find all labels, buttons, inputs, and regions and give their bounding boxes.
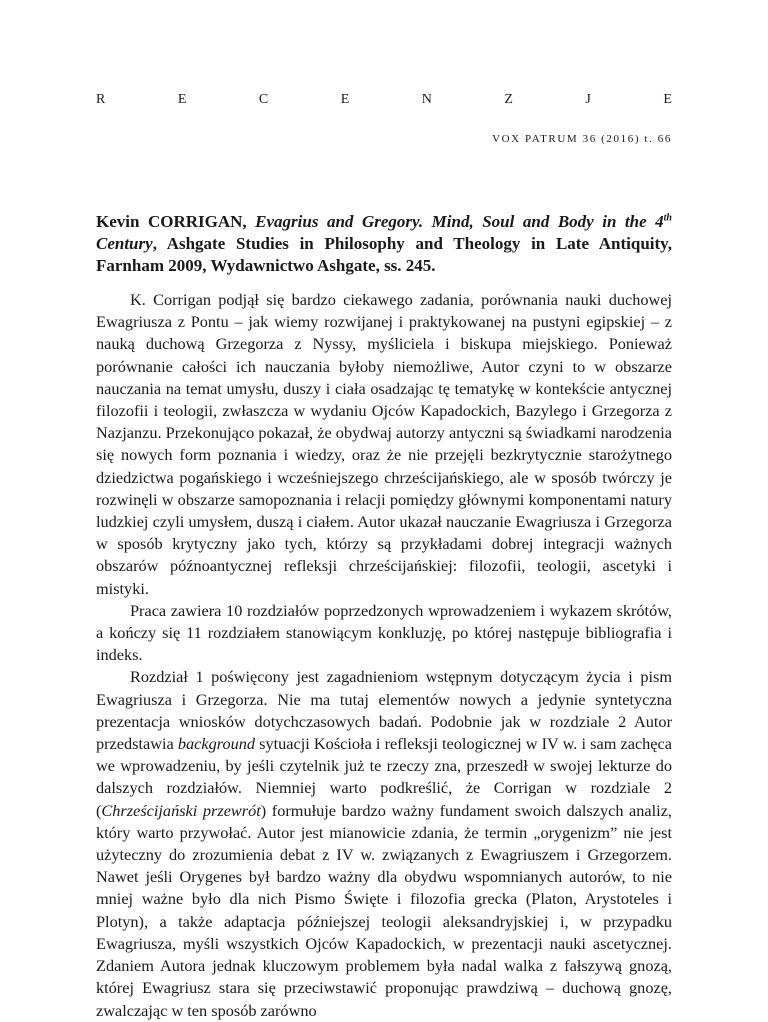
header-letter: Z <box>504 92 513 107</box>
review-author: Kevin CORRIGAN, <box>96 212 247 231</box>
header-letter: E <box>340 92 350 107</box>
header-letter: R <box>96 92 106 107</box>
book-title: Evagrius and Gregory. Mind, Soul and Body in the 4th Century <box>96 212 672 253</box>
chapter-title: Chrześcijański przewrót <box>101 800 261 820</box>
header-letter: N <box>421 92 432 107</box>
paragraph-1: K. Corrigan podjął się bardzo ciekawego zadania, porównania nauki duchowej Ewagriusza z Pontu – jak wiemy rozwijanej i praktykowanej na pustyni egipskiej – z nauką duchową Grzegorza z Nyssy, myśliciela i biskupa miejskiego. Ponieważ porównanie całości ich nauczania byłoby niemożliwe, Autor czyni to w obszarze nauczania na temat umysłu, duszy i ciała osadzając tę tematykę w kontekście antycznej filozofii i teologii, zwłaszcza w wydaniu Ojców Kapadockich, Bazylego i Grzegorza z Nazjanzu. Przekonująco pokazał, że obydwaj autorzy antyczni są świadkami narodzenia się nowych form poznania i wiedzy, oraz że nie przejęli bezkrytycznie starożytnego dziedzictwa pogańskiego i wcześniejszego chrześcijańskiego, ale w sposób twórczy je rozwinęli w obszarze samopoznania i relacji pomiędzy głównymi komponentami natury ludzkiej czyli umysłem, duszą i ciałem. Autor ukazał nauczanie Ewagriusza i Grzegorza w sposób krytyczny jako tych, którzy są przykładami dobrej integracji ważnych obszarów późnoantycznej refleksji chrześcijańskiej: filozofii, teologii, ascetyki i mistyki. <box>96 290 672 598</box>
publication-info: , Ashgate Studies in Philosophy and Theology in Late Antiquity, Farnham 2009, Wydawnictwo Ashgate, ss. 245. <box>96 234 672 275</box>
section-header-recenzje <box>96 92 672 108</box>
paragraph-2: Praca zawiera 10 rozdziałów poprzedzonych wprowadzeniem i wykazem skrótów, a kończy się 11 rozdziałem stanowiącym konkluzję, po której następuje bibliografia i indeks. <box>96 600 672 665</box>
journal-reference: VOX PATRUM 36 (2016) t. 66 <box>492 133 672 145</box>
review-body <box>96 289 672 1022</box>
header-letter: E <box>177 92 187 107</box>
header-letter: E <box>663 92 672 107</box>
italic-term: background <box>177 734 256 754</box>
bibliographic-entry <box>96 211 672 277</box>
header-letter: C <box>258 92 269 107</box>
paragraph-3: Rozdział 1 poświęcony jest zagadnieniom wstępnym dotyczącym życia i pism Ewagriusza i Grzegorza. Nie ma tutaj elementów nowych a jedynie syntetyczna prezentacja wniosków dotychczasowych badań. Podobnie jak w rozdziale 2 Autor przedstawia background sytuacji Kościoła i refleksji teologicznej w IV w. i sam zachęca we wprowadzeniu, by jeśli czytelnik już te rzeczy zna, przeszedł w swojej lekturze do dalszych rozdziałów. Niemniej warto podkreślić, że Corrigan w rozdziale 2 (Chrześcijański przewrót) formułuje bardzo ważny fundament swoich dalszych analiz, który warto przywołać. Autor jest mianowicie zdania, że termin „orygenizm” nie jest użyteczny do zrozumienia debat z IV w. związanych z Ewagriuszem i Grzegorzem. Nawet jeśli Orygenes był bardzo ważny dla obydwu wspomnianych autorów, to nie mniej ważne było dla nich Pismo Święte i filozofia grecka (Platon, Arystoteles i Plotyn), a także adaptacja późniejszej teologii aleksandryjskiej i, w przypadku Ewagriusza, myśli wszystkich Ojców Kapadockich, w prezentacji nauki ascetycznej. Zdaniem Autora jednak kluczowym problemem była nadal walka z fałszywą gnozą, której Ewagriusz stara się przeciwstawić proponując prawdziwą – duchową gnozę, zwalczając w ten sposób zarówno <box>96 667 672 1020</box>
title-superscript: th <box>663 212 672 224</box>
header-letter: J <box>585 92 591 107</box>
